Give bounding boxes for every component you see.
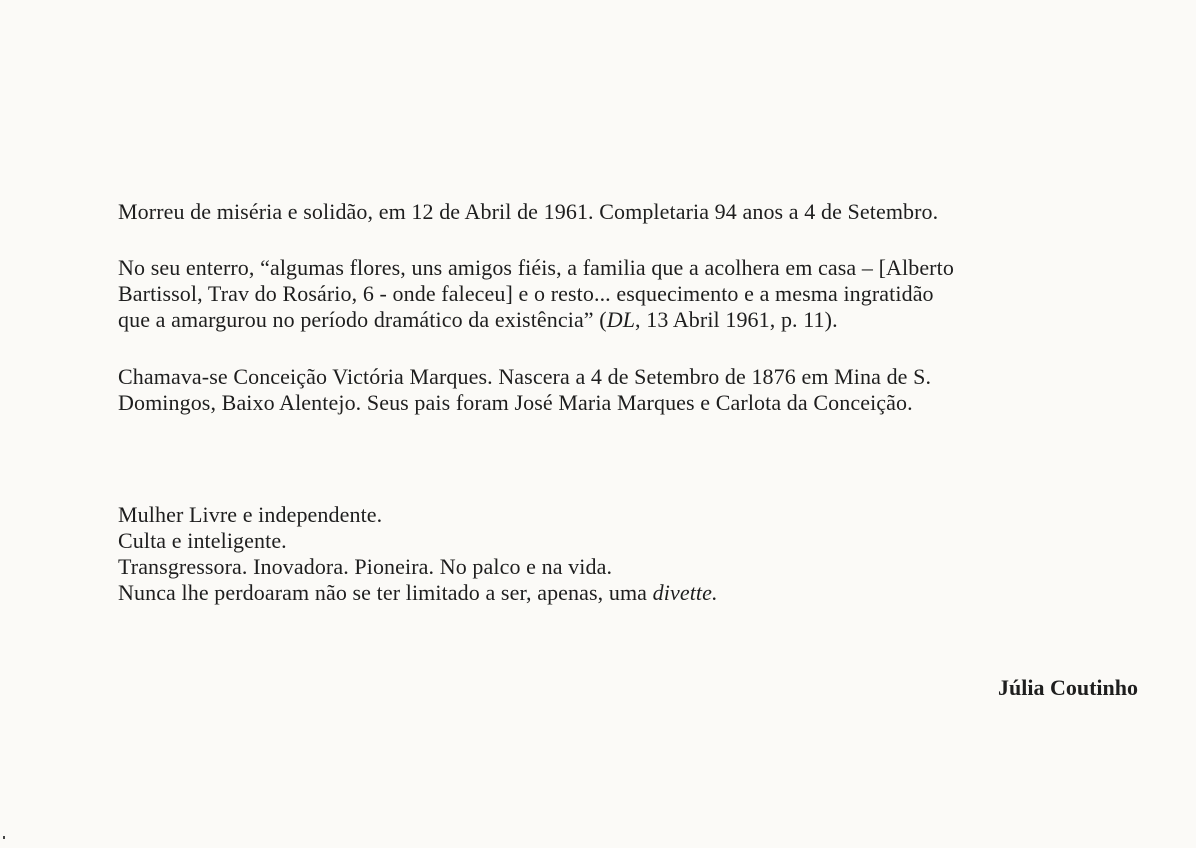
paragraph-biography: [118, 364, 1148, 416]
source-abbreviation: DL: [606, 307, 636, 332]
scan-speck: [3, 836, 5, 839]
paragraph-death: [118, 199, 1148, 225]
source-citation: , 13 Abril 1961, p. 11).: [635, 307, 838, 332]
paragraph-tribute-line-4: [118, 580, 1148, 606]
paragraph-biography-line-2: Domingos, Baixo Alentejo. Seus pais foram José Maria Marques e Carlota da Conceição.: [118, 390, 913, 415]
paragraph-tribute-line-1: Mulher Livre e independente.: [118, 502, 383, 527]
paragraph-funeral: [118, 255, 1148, 333]
paragraph-tribute-line-2: Culta e inteligente.: [118, 528, 287, 553]
funeral-quote-end: que a amargurou no período dramático da existência” (: [118, 307, 607, 332]
paragraph-tribute-line-3: Transgressora. Inovadora. Pioneira. No palco e na vida.: [118, 554, 613, 579]
paragraph-tribute: [118, 502, 1148, 606]
author-signature: Júlia Coutinho: [998, 675, 1138, 700]
paragraph-biography-line-1: Chamava-se Conceição Victória Marques. Nascera a 4 de Setembro de 1876 em Mina de S.: [118, 364, 932, 389]
paragraph-death-line-1: Morreu de miséria e solidão, em 12 de Abril de 1961. Completaria 94 anos a 4 de Setembro.: [118, 199, 939, 224]
paragraph-funeral-line-2: Bartissol, Trav do Rosário, 6 - onde faleceu] e o resto... esquecimento e a mesma ingratidão: [118, 281, 934, 306]
divette-word: divette.: [652, 580, 718, 605]
paragraph-funeral-line-1: No seu enterro, “algumas flores, uns amigos fiéis, a familia que a acolhera em casa – [Alberto: [118, 255, 954, 280]
tribute-sentence: Nunca lhe perdoaram não se ter limitado a ser, apenas, uma: [118, 580, 653, 605]
paragraph-funeral-line-3: [118, 307, 1148, 333]
